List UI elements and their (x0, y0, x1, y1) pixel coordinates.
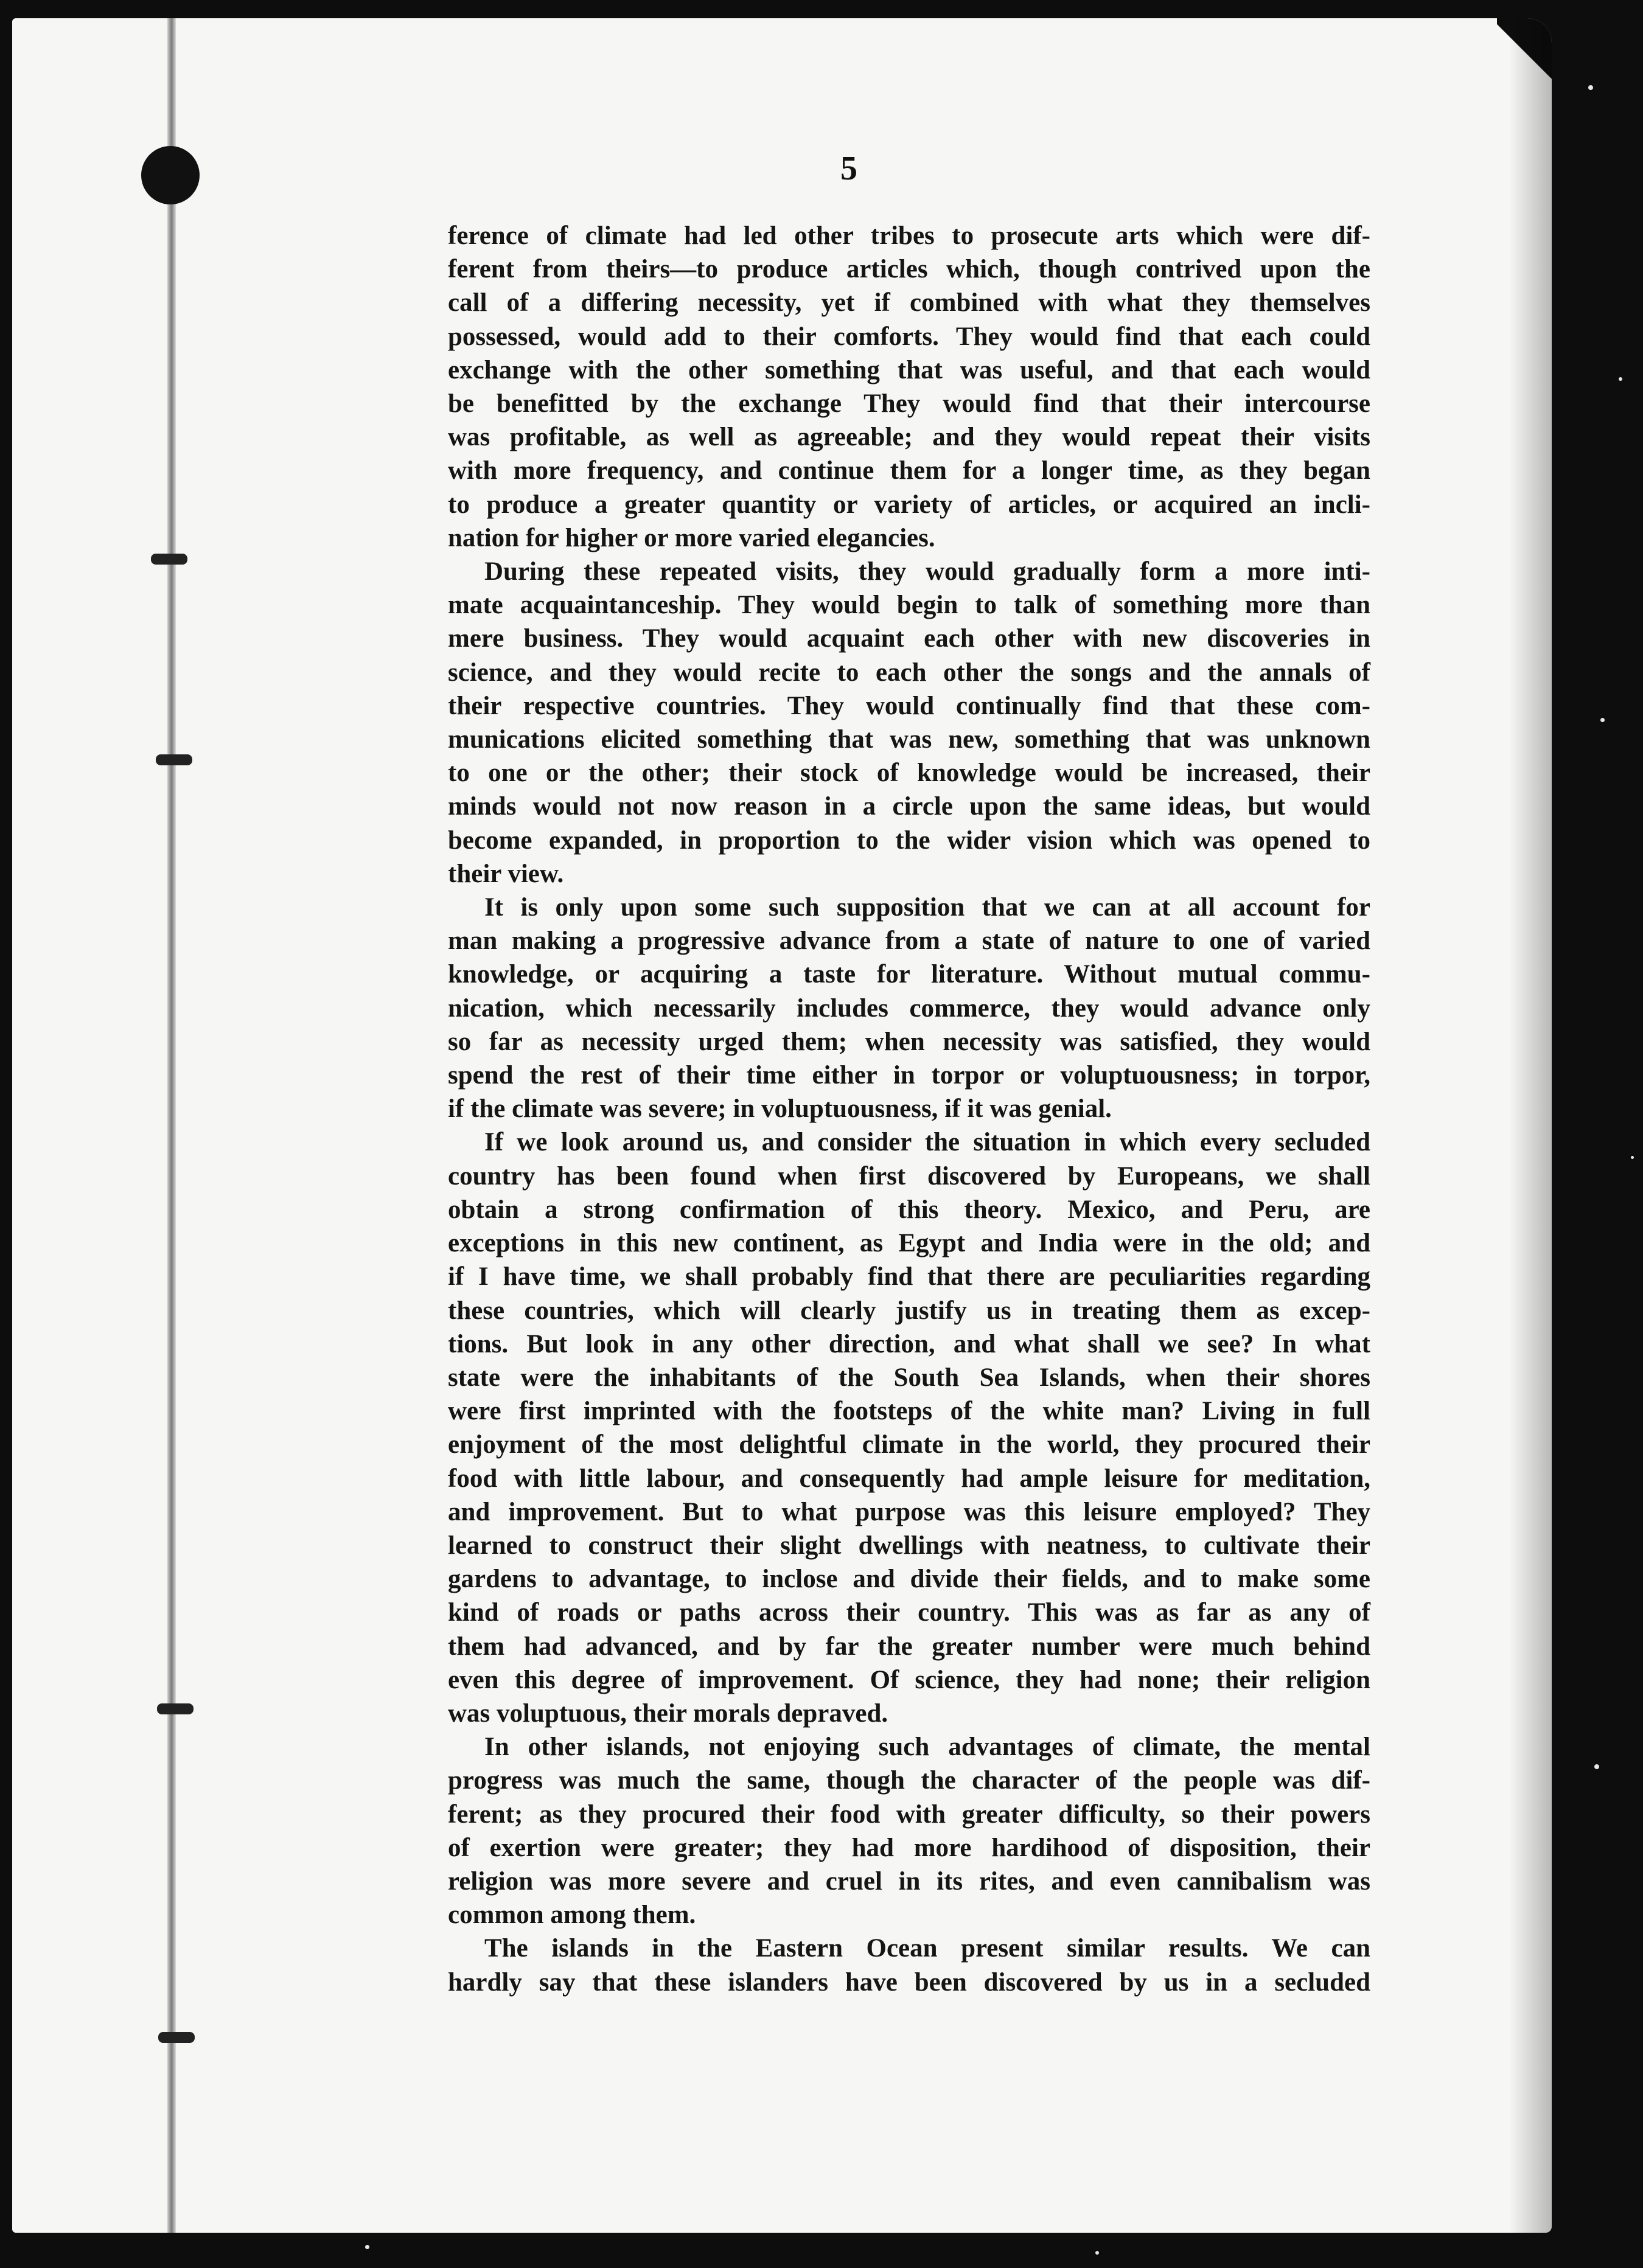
text-line: exchange with the other something that was useful, and that each would (448, 355, 1370, 384)
scan-speck (1588, 85, 1593, 90)
text-line: kind of roads or paths across their country. This was as far as any of (448, 1598, 1370, 1627)
binding-stitch-mark (156, 754, 192, 765)
text-line: enjoyment of the most delightful climate in the world, they procured their (448, 1430, 1370, 1459)
text-line: these countries, which will clearly justify us in treating them as excep- (448, 1296, 1370, 1325)
text-line: if I have time, we shall probably find that there are peculiarities regarding (448, 1262, 1370, 1292)
scan-speck (365, 2245, 369, 2249)
text-line: religion was more severe and cruel in its rites, and even cannibalism was (448, 1866, 1370, 1896)
text-line: hardly say that these islanders have been discovered by us in a secluded (448, 1967, 1370, 1997)
scan-speck (1600, 718, 1605, 722)
binding-stitch-mark (157, 1703, 194, 1714)
text-line: In other islands, not enjoying such advantages of climate, the mental (484, 1733, 1370, 1762)
text-line: man making a progressive advance from a state of nature to one of varied (448, 927, 1370, 956)
text-line: minds would not now reason in a circle upon the same ideas, but would (448, 792, 1370, 821)
text-line: gardens to advantage, to inclose and divide their fields, and to make some (448, 1565, 1370, 1594)
page-edge-shadow (1509, 18, 1552, 2233)
text-line: their respective countries. They would continually find that these com- (448, 691, 1370, 720)
text-line: so far as necessity urged them; when necessity was satisfied, they would (448, 1027, 1370, 1056)
text-line: common among them. (448, 1901, 696, 1930)
text-line: to produce a greater quantity or variety of articles, or acquired an incli- (448, 490, 1370, 519)
text-line: their view. (448, 859, 564, 888)
text-line: food with little labour, and consequently had ample leisure for meditation, (448, 1464, 1370, 1493)
scan-speck (1594, 1764, 1599, 1769)
text-line: mere business. They would acquaint each other with new discoveries in (448, 624, 1370, 653)
text-line: munications elicited something that was new, something that was unknown (448, 725, 1370, 754)
text-line: progress was much the same, though the character of the people was dif- (448, 1766, 1370, 1795)
text-line: if the climate was severe; in voluptuousness, if it was genial. (448, 1094, 1112, 1124)
text-line: spend the rest of their time either in torpor or voluptuousness; in torpor, (448, 1061, 1370, 1090)
text-line: was voluptuous, their morals depraved. (448, 1699, 888, 1728)
text-line: them had advanced, and by far the greater number were much behind (448, 1632, 1370, 1661)
text-line: and improvement. But to what purpose was this leisure employed? They (448, 1497, 1370, 1526)
body-text (448, 219, 1370, 1999)
text-line: The islands in the Eastern Ocean present similar results. We can (484, 1934, 1370, 1963)
text-line: country has been found when first discovered by Europeans, we shall (448, 1161, 1370, 1191)
text-line: of exertion were greater; they had more hardihood of disposition, their (448, 1833, 1370, 1862)
text-line: knowledge, or acquiring a taste for literature. Without mutual commu- (448, 960, 1370, 989)
text-line: obtain a strong confirmation of this theory. Mexico, and Peru, are (448, 1195, 1370, 1224)
text-line: even this degree of improvement. Of science, they had none; their religion (448, 1665, 1370, 1694)
text-line: be benefitted by the exchange They would find that their intercourse (448, 389, 1370, 419)
binding-stitch-mark (151, 554, 187, 565)
scanned-page (12, 18, 1552, 2233)
text-line: with more frequency, and continue them for a longer time, as they began (448, 456, 1370, 485)
text-line: were first imprinted with the footsteps of the white man? Living in full (448, 1397, 1370, 1426)
text-line: During these repeated visits, they would gradually form a more inti- (484, 557, 1370, 586)
binding-stitch-mark (158, 2032, 195, 2043)
binding-thread (167, 18, 176, 2233)
text-line: mate acquaintanceship. They would begin to talk of something more than (448, 591, 1370, 620)
text-line: was profitable, as well as agreeable; and they would repeat their visits (448, 423, 1370, 452)
text-line: tions. But look in any other direction, and what shall we see? In what (448, 1329, 1370, 1358)
text-line: ference of climate had led other tribes to prosecute arts which were dif- (448, 221, 1370, 250)
text-line: It is only upon some such supposition that we can at all account for (484, 893, 1370, 922)
text-line: state were the inhabitants of the South Sea Islands, when their shores (448, 1363, 1370, 1392)
scan-speck (1095, 2251, 1099, 2255)
page-number: 5 (840, 150, 857, 187)
text-line: become expanded, in proportion to the wider vision which was opened to (448, 826, 1370, 855)
text-line: exceptions in this new continent, as Egypt and India were in the old; and (448, 1229, 1370, 1258)
text-line: nication, which necessarily includes commerce, they would advance only (448, 993, 1370, 1023)
text-line: science, and they would recite to each other the songs and the annals of (448, 658, 1370, 687)
text-line: possessed, would add to their comforts. They would find that each could (448, 322, 1370, 351)
scan-speck (1631, 1156, 1634, 1159)
scan-speck (1619, 377, 1622, 381)
text-line: call of a differing necessity, yet if combined with what they themselves (448, 288, 1370, 318)
text-line: If we look around us, and consider the situation in which every secluded (484, 1128, 1370, 1157)
text-line: learned to construct their slight dwellings with neatness, to cultivate their (448, 1531, 1370, 1560)
text-line: to one or the other; their stock of knowledge would be increased, their (448, 759, 1370, 788)
text-line: ferent from theirs—to produce articles which, though contrived upon the (448, 255, 1370, 284)
text-line: ferent; as they procured their food with greater difficulty, so their powers (448, 1800, 1370, 1829)
text-line: nation for higher or more varied elegancies. (448, 523, 935, 552)
